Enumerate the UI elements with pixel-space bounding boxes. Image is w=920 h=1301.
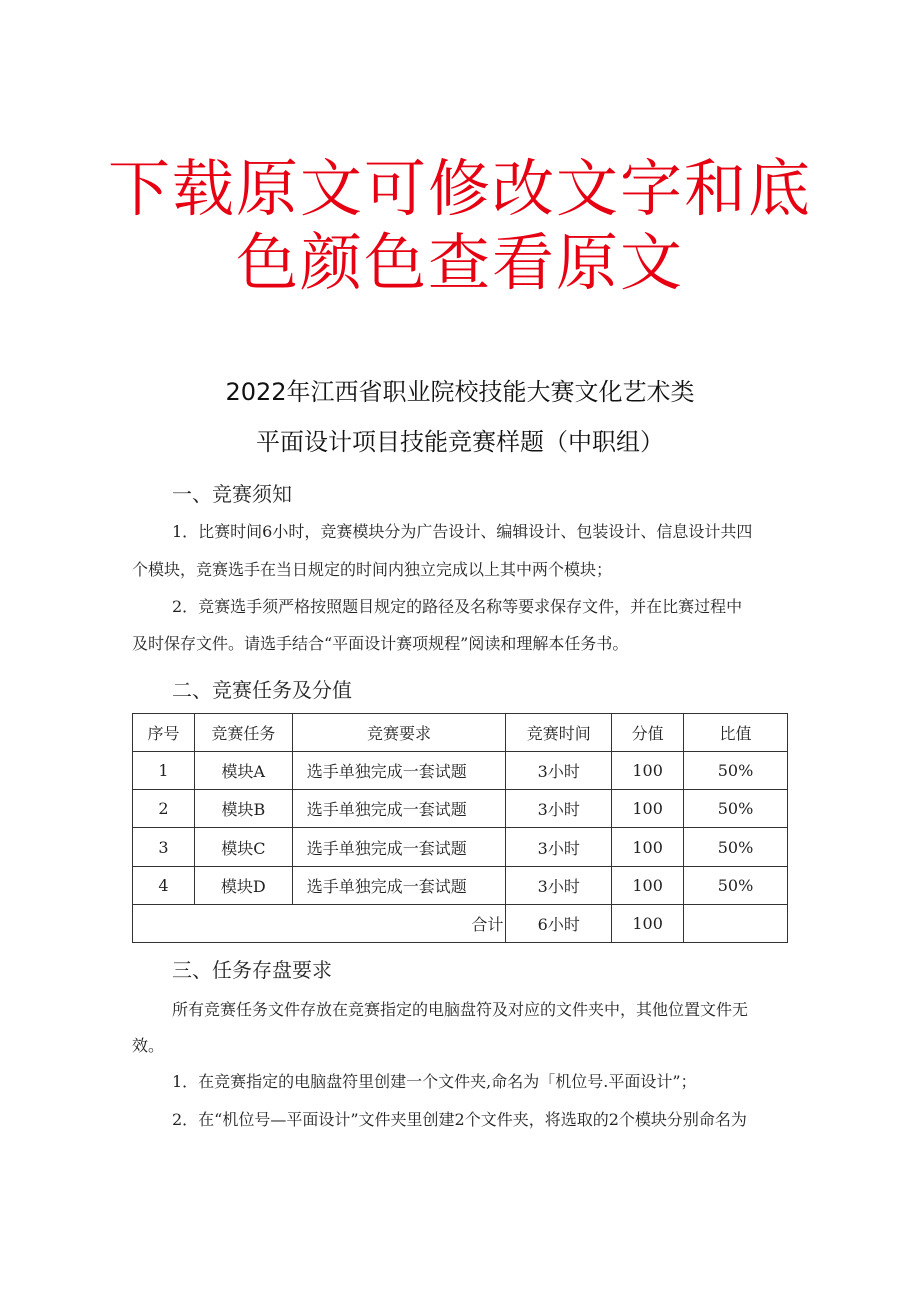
table-row [133,828,788,866]
header-cell-score: 分值 [612,714,684,752]
section-3-item-2: 2．在“机位号—平面设计”文件夹里创建2个文件夹，将选取的2个模块分别命名为 [172,1110,747,1129]
section-3-item-1: 1．在竞赛指定的电脑盘符里创建一个文件夹,命名为「机位号.平面设计”； [172,1072,697,1091]
doc-title-line-2: 平面设计项目技能竞赛样题（中职组） [256,428,664,456]
cell-time: 3小时 [506,828,612,866]
cell-ratio: 50% [684,828,788,866]
header-cell-time: 竞赛时间 [506,714,612,752]
header-cell-ratio: 比值 [684,714,788,752]
cell-time: 3小时 [506,752,612,790]
table-header-row [133,714,788,752]
total-label: 合计 [133,904,506,942]
task-score-table [132,713,788,943]
table-row [133,790,788,828]
cell-ratio: 50% [684,866,788,904]
total-time: 6小时 [506,904,612,942]
cell-time: 3小时 [506,866,612,904]
cell-score: 100 [612,866,684,904]
section-1-para-2-line-2: 及时保存文件。请选手结合“平面设计赛项规程”阅读和理解本任务书。 [132,634,629,653]
total-score: 100 [612,904,684,942]
cell-task: 模块D [194,866,292,904]
cell-score: 100 [612,790,684,828]
cell-task: 模块A [194,752,292,790]
cell-time: 3小时 [506,790,612,828]
cell-ratio: 50% [684,790,788,828]
section-1-para-1-line-1: 1．比赛时间6小时，竞赛模块分为广告设计、编辑设计、包装设计、信息设计共四 [172,522,753,541]
banner-line-1: 下载原文可修改文字和底 [107,152,812,225]
cell-requirement: 选手单独完成一套试题 [292,790,506,828]
cell-task: 模块B [194,790,292,828]
cell-task: 模块C [194,828,292,866]
section-1-para-1-line-2: 个模块，竞赛选手在当日规定的时间内独立完成以上其中两个模块； [132,560,613,579]
cell-index: 4 [133,866,195,904]
cell-index: 3 [133,828,195,866]
section-3-intro-line-1: 所有竞赛任务文件存放在竞赛指定的电脑盘符及对应的文件夹中，其他位置文件无 [172,1000,749,1019]
cell-score: 100 [612,752,684,790]
section-1-heading: 一、竞赛须知 [172,482,292,506]
table-row [133,752,788,790]
header-cell-task: 竞赛任务 [194,714,292,752]
cell-index: 1 [133,752,195,790]
total-ratio [684,904,788,942]
cell-requirement: 选手单独完成一套试题 [292,828,506,866]
table-total-row [133,904,788,942]
header-cell-requirement: 竞赛要求 [292,714,506,752]
header-cell-index: 序号 [133,714,195,752]
cell-score: 100 [612,828,684,866]
doc-title-line-1: 2022年江西省职业院校技能大赛文化艺术类 [225,378,695,406]
section-1-para-2-line-1: 2．竞赛选手须严格按照题目规定的路径及名称等要求保存文件，并在比赛过程中 [172,597,743,616]
cell-requirement: 选手单独完成一套试题 [292,866,506,904]
cell-index: 2 [133,790,195,828]
cell-requirement: 选手单独完成一套试题 [292,752,506,790]
section-2-heading: 二、竞赛任务及分值 [172,678,352,702]
cell-ratio: 50% [684,752,788,790]
section-3-heading: 三、任务存盘要求 [172,958,332,982]
section-3-intro-line-2: 效。 [132,1036,165,1055]
banner-line-2: 色颜色查看原文 [235,226,684,299]
table-row [133,866,788,904]
